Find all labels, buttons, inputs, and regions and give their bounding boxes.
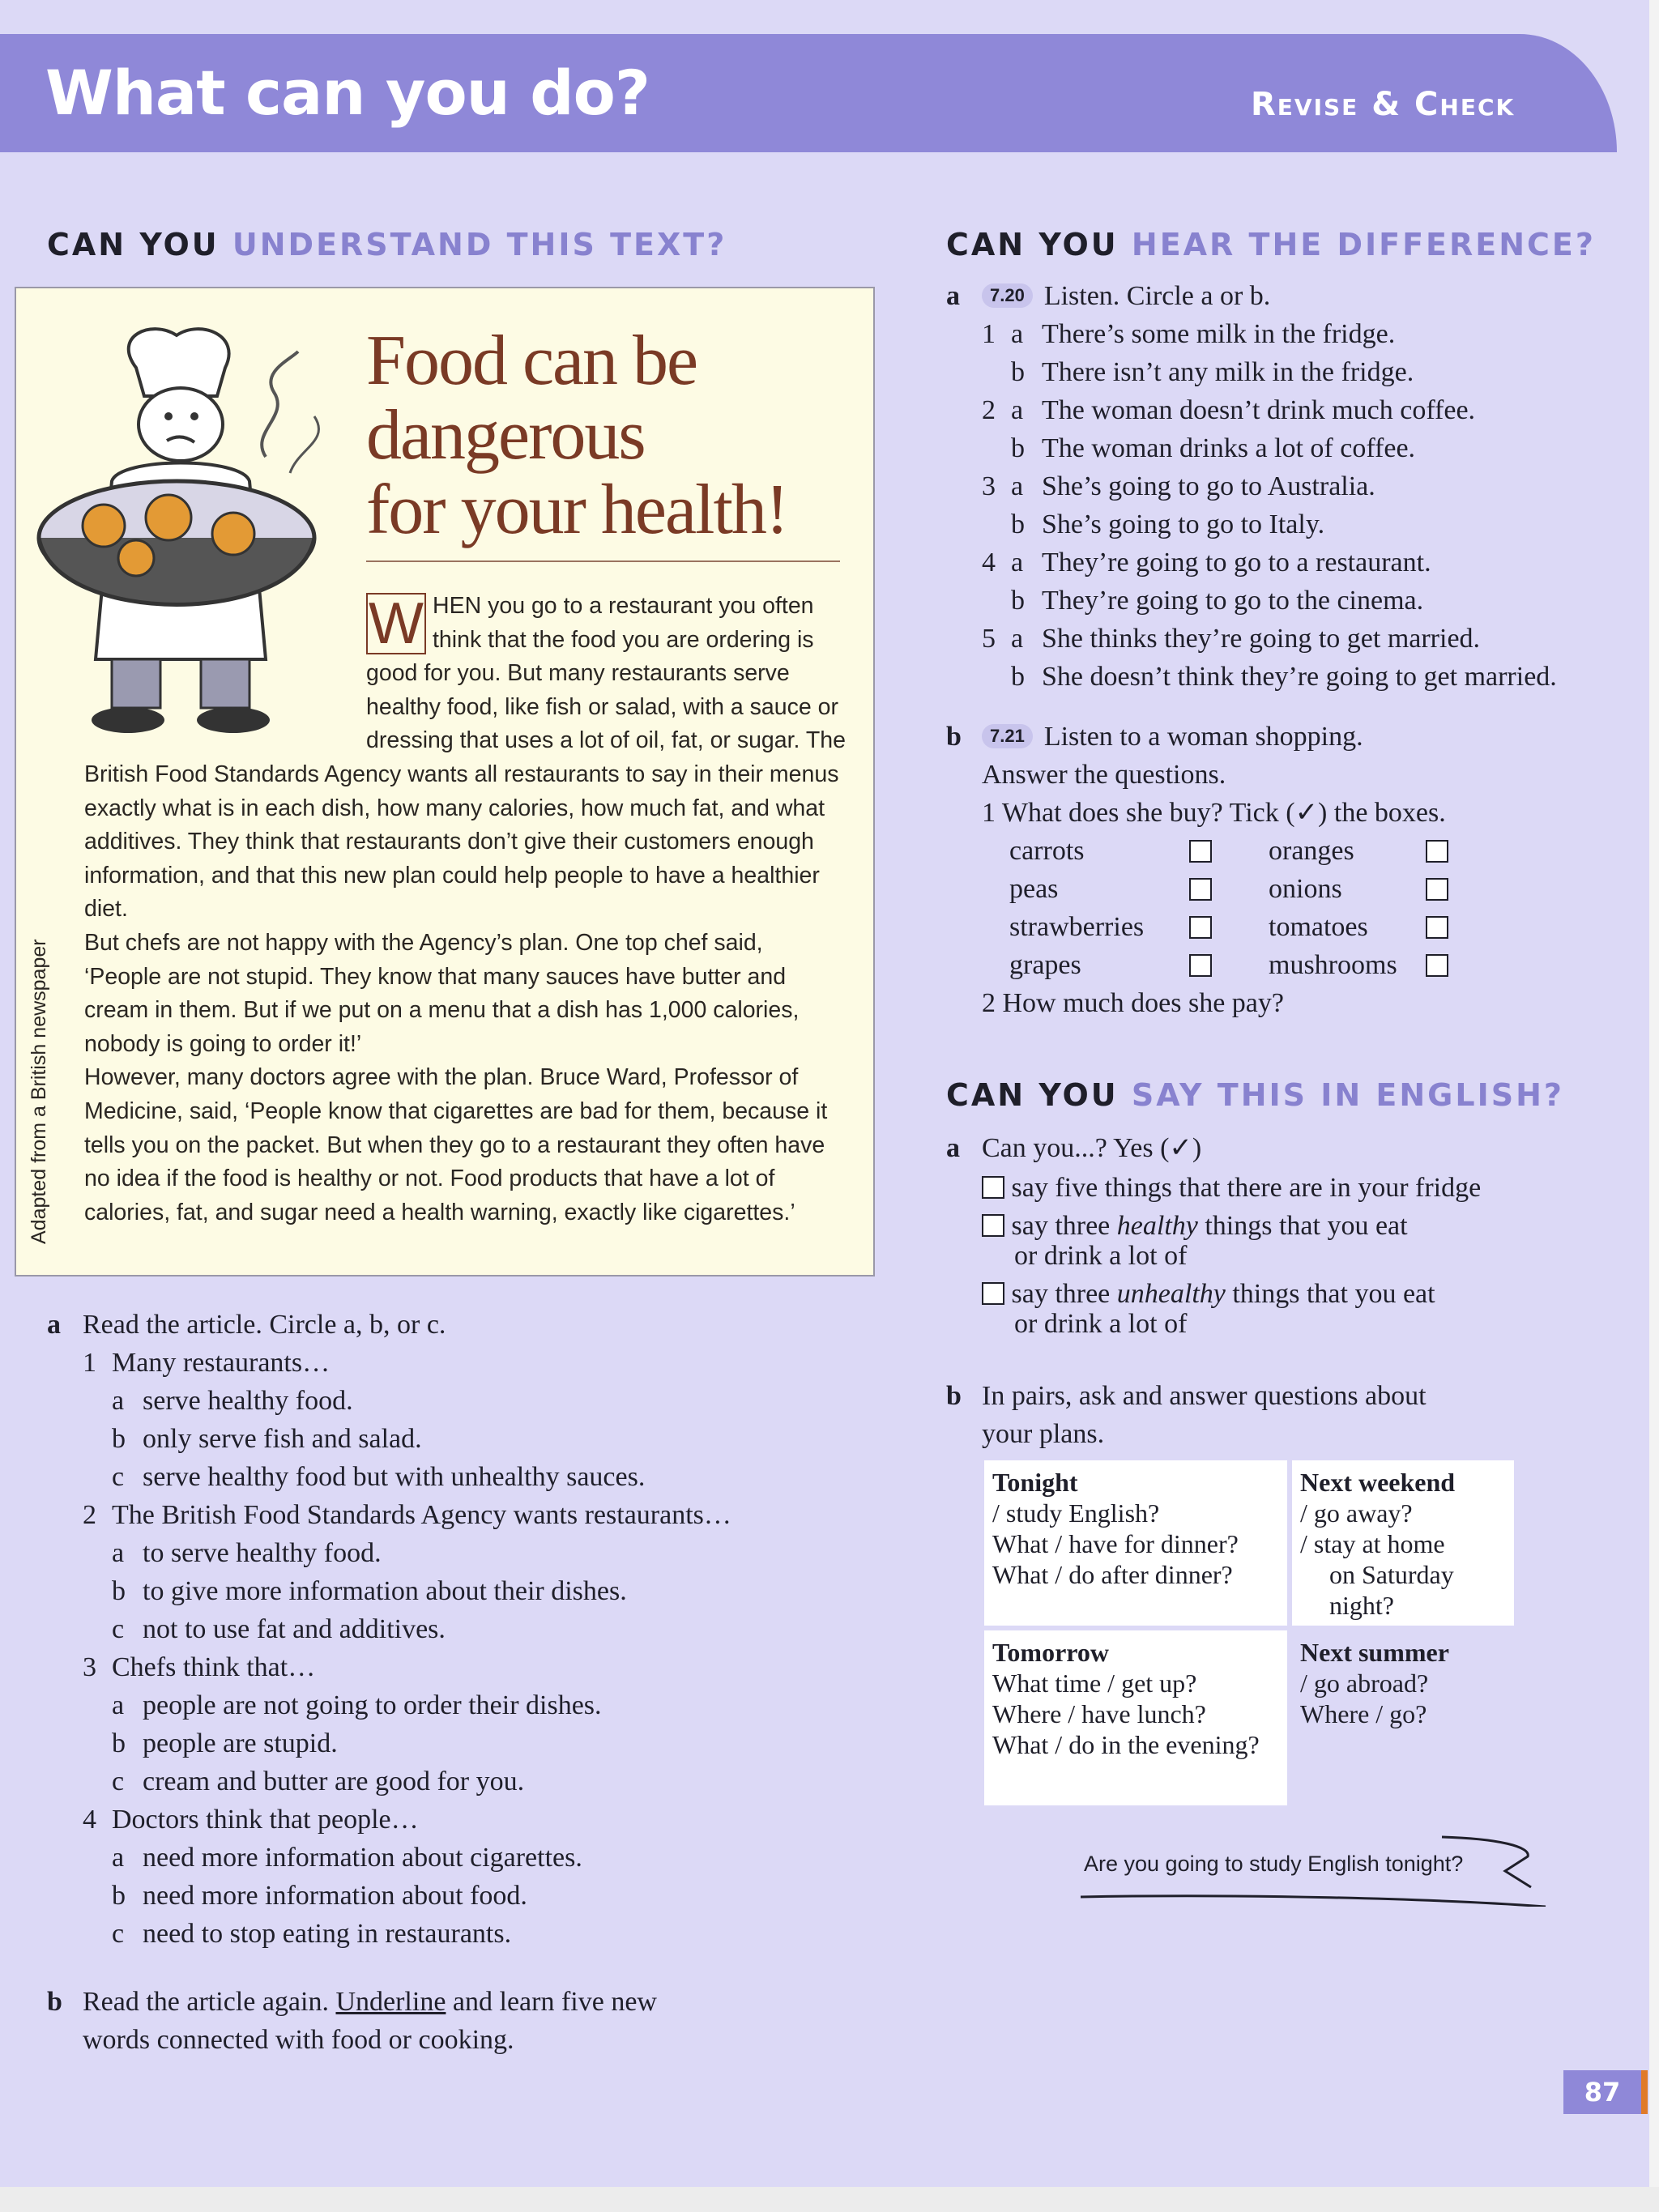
paragraph-text: HEN you go to a restaurant you often think that the food you are ordering is good for you. But many restaurants serve healthy food, like fish or salad, with a sauce or dressing that uses a lot of oil, fat, or sugar. The British Food Standards Agency wants all restaurants to say in their menus exactly what is in each dish, how many calories, how much fat, and what additives. They think that restaurants don’t give their customers enough information, and that this new plan could help people to have a healthier diet.: [84, 593, 846, 923]
answer-option: [112, 1686, 857, 1724]
page-edge: [1649, 0, 1659, 2212]
answer-option: [112, 1534, 857, 1572]
answer-option: [112, 1382, 857, 1420]
page-tab-marker: [1641, 2070, 1648, 2114]
option-text: people are stupid.: [143, 1728, 338, 1758]
heading-say: [946, 1077, 1564, 1113]
food-checkbox[interactable]: [1189, 954, 1212, 977]
option-text: only serve fish and salad.: [143, 1424, 422, 1454]
question: 1 What does she buy? Tick (✓) the boxes.: [982, 798, 1446, 828]
page-title: What can you do?: [45, 57, 650, 129]
heading-highlight: HEAR THE DIFFERENCE?: [1131, 227, 1596, 262]
option-letter: c: [112, 1767, 125, 1796]
article-divider: [366, 560, 840, 562]
plans-cell: [982, 1628, 1290, 1808]
option-letter: a: [1011, 319, 1024, 349]
exercise-instruction: words connected with food or cooking.: [83, 2025, 514, 2055]
option-text: She thinks they’re going to get married.: [1042, 624, 1481, 654]
article-title-line: Food can be: [366, 322, 697, 400]
option-letter: a: [1011, 548, 1024, 578]
answer-option: [112, 1572, 857, 1610]
food-row: [1009, 870, 1643, 908]
plans-line: Where / have lunch?: [992, 1699, 1206, 1728]
exercise-instruction: [982, 718, 1643, 756]
question-text: The British Food Standards Agency wants restaurants…: [112, 1500, 731, 1530]
option-text: cream and butter are good for you.: [143, 1767, 525, 1796]
checklist-text: things that you eat: [1197, 1211, 1408, 1241]
option-text: to give more information about their dishes.: [143, 1576, 627, 1606]
checkbox[interactable]: [982, 1176, 1004, 1199]
checklist-text: or drink a lot of: [1014, 1241, 1188, 1271]
question: [83, 1344, 857, 1382]
option-text: need to stop eating in restaurants.: [143, 1919, 512, 1949]
pair-number: 3: [982, 471, 996, 501]
answer-option: [112, 1877, 857, 1915]
option-text: She’s going to go to Australia.: [1042, 471, 1375, 501]
food-checkbox[interactable]: [1189, 916, 1212, 939]
option-text: She’s going to go to Italy.: [1042, 509, 1325, 539]
article-body: [84, 590, 846, 1230]
answer-option: [112, 1420, 857, 1458]
option-letter: c: [112, 1614, 125, 1644]
checklist-text: or drink a lot of: [1014, 1309, 1188, 1339]
option-text: serve healthy food.: [143, 1386, 353, 1416]
heading-highlight: SAY THIS IN ENGLISH?: [1131, 1077, 1564, 1113]
sentence-pair: [982, 582, 1643, 620]
exercise-letter: a: [47, 1310, 61, 1340]
instruction-text: Answer the questions.: [982, 760, 1226, 790]
plans-cell-title: Tonight: [992, 1468, 1078, 1497]
question: [83, 1496, 857, 1534]
exercise-instruction: [83, 1983, 857, 2021]
plans-line: What / have for dinner?: [992, 1529, 1239, 1558]
instruction-text: Read the article again.: [83, 1987, 329, 2017]
exercise-instruction: In pairs, ask and answer questions about: [982, 1381, 1427, 1411]
article-title-line: dangerous: [366, 396, 645, 475]
answer-option: [112, 1610, 857, 1648]
plans-line: What / do after dinner?: [992, 1560, 1233, 1589]
exercise-instruction: [982, 277, 1643, 315]
exercise-instruction: your plans.: [982, 1419, 1105, 1449]
option-letter: a: [1011, 471, 1024, 501]
option-letter: a: [112, 1690, 125, 1720]
food-checkbox[interactable]: [1426, 878, 1448, 901]
sentence-pair: [982, 391, 1643, 429]
pair-number: 2: [982, 395, 996, 425]
source-credit: Adapted from a British newspaper: [28, 939, 50, 1244]
plans-cell-title: Tomorrow: [992, 1638, 1109, 1667]
plans-line: on Saturday night?: [1329, 1560, 1454, 1620]
pair-number: 4: [982, 548, 996, 578]
instruction-text: Listen to a woman shopping.: [1043, 722, 1363, 752]
food-row: [1009, 908, 1643, 946]
exercise-instruction: Can you...? Yes (✓): [982, 1133, 1202, 1163]
sentence-pair: [982, 467, 1643, 505]
heading-pre: CAN YOU: [946, 1077, 1119, 1113]
plans-line: / study English?: [992, 1498, 1160, 1528]
plans-line: What time / get up?: [992, 1669, 1197, 1698]
option-text: The woman drinks a lot of coffee.: [1042, 433, 1416, 463]
food-checkbox[interactable]: [1426, 916, 1448, 939]
option-text: to serve healthy food.: [143, 1538, 382, 1568]
checklist-text: say three: [1011, 1211, 1117, 1241]
option-text: The woman doesn’t drink much coffee.: [1042, 395, 1476, 425]
option-text: not to use fat and additives.: [143, 1614, 446, 1644]
question-number: 4: [83, 1805, 96, 1835]
instruction-text: and learn five new: [452, 1987, 657, 2017]
option-text: people are not going to order their dishes.: [143, 1690, 602, 1720]
food-checkbox[interactable]: [1426, 840, 1448, 863]
option-text: She doesn’t think they’re going to get married.: [1042, 662, 1557, 692]
option-letter: b: [1011, 586, 1025, 616]
option-letter: b: [1011, 662, 1025, 692]
sentence-pair: [982, 353, 1643, 391]
option-letter: b: [1011, 357, 1025, 387]
food-label: onions: [1269, 874, 1342, 904]
plans-table: [982, 1458, 1516, 1808]
question: [83, 1801, 857, 1839]
heading-hear: [946, 227, 1596, 262]
option-letter: a: [112, 1843, 125, 1873]
option-letter: b: [1011, 509, 1025, 539]
option-letter: b: [112, 1424, 126, 1454]
sentence-pair: [982, 315, 1643, 353]
question-text: Chefs think that…: [112, 1652, 316, 1682]
read-exercise-a: [47, 1306, 857, 1953]
plans-line: / go away?: [1300, 1498, 1413, 1528]
option-letter: a: [112, 1538, 125, 1568]
page-number: 87: [1563, 2070, 1641, 2114]
option-letter: c: [112, 1462, 125, 1492]
question: [83, 1648, 857, 1686]
hear-exercise-b: [946, 718, 1643, 1022]
checklist-text: say three: [1011, 1279, 1117, 1309]
food-label: carrots: [1009, 836, 1085, 866]
option-letter: b: [1011, 433, 1025, 463]
pair-number: 1: [982, 319, 996, 349]
food-row: [1009, 832, 1643, 870]
option-text: They’re going to go to a restaurant.: [1042, 548, 1431, 578]
food-row: [1009, 946, 1643, 984]
option-letter: a: [1011, 624, 1024, 654]
question-number: 2: [83, 1500, 96, 1530]
heading-highlight: UNDERSTAND THIS TEXT?: [232, 227, 727, 262]
heading-pre: CAN YOU: [47, 227, 220, 262]
answer-option: [112, 1458, 857, 1496]
checklist-item: [982, 1169, 1643, 1207]
question: 2 How much does she pay?: [982, 988, 1284, 1018]
audio-track-badge[interactable]: 7.20: [982, 283, 1033, 308]
read-exercise-b: [47, 1983, 857, 2059]
say-exercise-b: [946, 1377, 1643, 1453]
food-checkbox[interactable]: [1426, 954, 1448, 977]
pair-number: 5: [982, 624, 996, 654]
food-label: tomatoes: [1269, 912, 1368, 942]
plans-line: / go abroad?: [1300, 1669, 1429, 1698]
food-label: oranges: [1269, 836, 1354, 866]
option-text: serve healthy food but with unhealthy sauces.: [143, 1462, 646, 1492]
option-text: need more information about food.: [143, 1881, 527, 1911]
sentence-pair: [982, 543, 1643, 582]
exercise-letter: a: [946, 1133, 960, 1163]
checklist-emphasis: healthy: [1116, 1211, 1198, 1241]
option-text: There’s some milk in the fridge.: [1042, 319, 1396, 349]
sentence-pair: [982, 429, 1643, 467]
option-text: need more information about cigarettes.: [143, 1843, 582, 1873]
heading-pre: CAN YOU: [946, 227, 1119, 262]
article-title: [366, 324, 868, 548]
food-label: peas: [1009, 874, 1059, 904]
speech-bubble-text: Are you going to study English tonight?: [1084, 1852, 1464, 1876]
answer-option: [112, 1915, 857, 1953]
option-letter: b: [112, 1576, 126, 1606]
sentence-pair: [982, 505, 1643, 543]
audio-track-badge[interactable]: 7.21: [982, 724, 1033, 748]
option-letter: a: [112, 1386, 125, 1416]
scan-bottom-edge: [0, 2187, 1659, 2212]
exercise-letter: b: [946, 722, 962, 752]
exercise-letter: a: [946, 281, 960, 311]
question-number: 3: [83, 1652, 96, 1682]
question-number: 1: [83, 1348, 96, 1378]
option-text: They’re going to go to the cinema.: [1042, 586, 1424, 616]
food-label: grapes: [1009, 950, 1081, 980]
plans-line: / stay at home: [1300, 1529, 1445, 1558]
text-wrap-spacer: [84, 590, 366, 742]
answer-option: [112, 1762, 857, 1801]
checklist-text: things that you eat: [1225, 1279, 1435, 1309]
sentence-pair: [982, 658, 1643, 696]
underlined-word: Underline: [335, 1987, 446, 2017]
article-paragraph-2: But chefs are not happy with the Agency’s plan. One top chef said, ‘People are not stupid. They know that many sauces have butter and cream in them. But if we put on a menu that a dish has 1,000 calories, nobody is going to order it!’: [84, 929, 800, 1057]
plans-cell-title: Next weekend: [1300, 1468, 1456, 1497]
option-letter: a: [1011, 395, 1024, 425]
checklist-emphasis: unhealthy: [1116, 1279, 1226, 1309]
section-label: Revise & Check: [1251, 86, 1516, 123]
option-text: There isn’t any milk in the fridge.: [1042, 357, 1414, 387]
exercise-letter: b: [946, 1381, 962, 1411]
say-exercise-a: [946, 1129, 1643, 1343]
plans-cell: [982, 1458, 1290, 1628]
plans-line: Where / go?: [1300, 1699, 1427, 1728]
food-checkbox[interactable]: [1189, 878, 1212, 901]
plans-cell: [1290, 1628, 1516, 1808]
question-text: Doctors think that people…: [112, 1805, 419, 1835]
question-text: Many restaurants…: [112, 1348, 331, 1378]
plans-cell: [1290, 1458, 1516, 1628]
sentence-pair: [982, 620, 1643, 658]
plans-line: What / do in the evening?: [992, 1730, 1260, 1759]
answer-option: [112, 1724, 857, 1762]
drop-cap: W: [366, 593, 426, 654]
checklist-text: say five things that there are in your fridge: [1011, 1173, 1482, 1203]
article-title-line: for your health!: [366, 471, 788, 549]
article-paragraph-3: However, many doctors agree with the plan. Bruce Ward, Professor of Medicine, said, ‘People know that cigarettes are bad for them, because it tells you on the packet. But when they go to a restaurant they often have no idea if the food is healthy or not. Food products that have a lot of calories, fat, and sugar need a health warning, exactly like cigarettes.’: [84, 1064, 828, 1225]
checkbox[interactable]: [982, 1282, 1004, 1305]
heading-understand: [47, 227, 727, 262]
checkbox[interactable]: [982, 1214, 1004, 1237]
exercise-letter: b: [47, 1987, 62, 2017]
food-checkbox[interactable]: [1189, 840, 1212, 863]
exercise-instruction: Read the article. Circle a, b, or c.: [83, 1310, 446, 1340]
plans-cell-title: Next summer: [1300, 1638, 1449, 1667]
food-label: strawberries: [1009, 912, 1145, 942]
option-letter: b: [112, 1881, 126, 1911]
hear-exercise-a: [946, 277, 1643, 696]
option-letter: b: [112, 1728, 126, 1758]
food-label: mushrooms: [1269, 950, 1397, 980]
instruction-text: Listen. Circle a or b.: [1043, 281, 1271, 311]
answer-option: [112, 1839, 857, 1877]
option-letter: c: [112, 1919, 125, 1949]
